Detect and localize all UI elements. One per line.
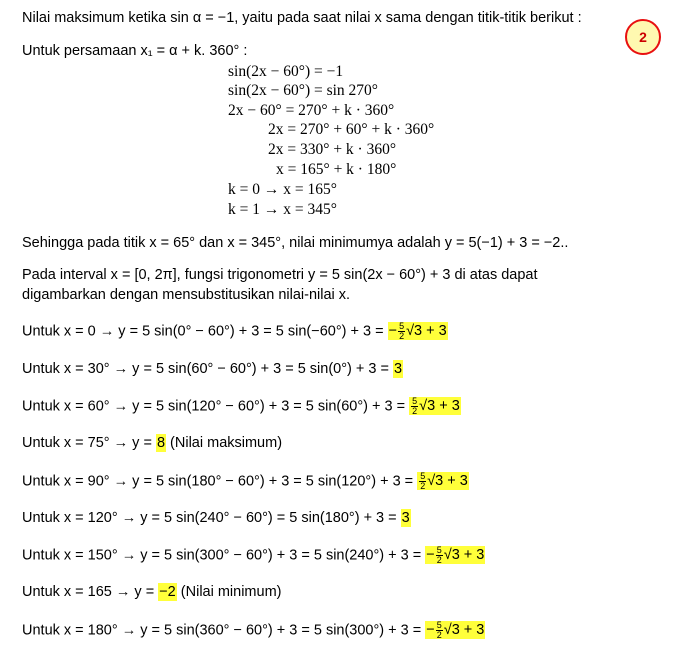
row-result: − $\frac{5}{2}$ √3 + 3 bbox=[388, 321, 447, 341]
substitution-row bbox=[22, 546, 485, 565]
step-5: 2x = 330° + k · 360° bbox=[268, 141, 397, 158]
row-result: 3 bbox=[393, 361, 403, 377]
row-expression: Untuk x = 30° → y = 5 sin(60° − 60°) + 3 = 5 sin(0°) + 3 = bbox=[22, 361, 393, 377]
equation-label: Untuk persamaan x₁ = α + k. 360° : bbox=[22, 43, 248, 59]
fraction: $\frac{5}{2}$ bbox=[436, 620, 442, 640]
substitution-row bbox=[22, 621, 485, 640]
substitution-row bbox=[22, 472, 469, 491]
row-result: −2 bbox=[159, 584, 176, 600]
step-3: 2x − 60° = 270° + k · 360° bbox=[228, 102, 395, 119]
step-8: k = 1 → x = 345° bbox=[228, 201, 337, 218]
fraction: $\frac{5}{2}$ bbox=[420, 471, 426, 491]
row-result: − $\frac{5}{2}$ √3 + 3 bbox=[426, 620, 485, 640]
row-expression: Untuk x = 180° → y = 5 sin(360° − 60°) + 3 = 5 sin(300°) + 3 = bbox=[22, 622, 426, 639]
row-result: 8 bbox=[156, 435, 166, 451]
row-result: $\frac{5}{2}$ √3 + 3 bbox=[417, 472, 469, 490]
row-expression: Untuk x = 90° → y = 5 sin(180° − 60°) + 3 = 5 sin(120°) + 3 = bbox=[22, 473, 418, 490]
step-1: sin(2x − 60°) = −1 bbox=[228, 63, 344, 80]
substitution-row bbox=[22, 361, 403, 377]
conclusion-text: Sehingga pada titik x = 65° dan x = 345°, nilai minimumya adalah y = 5(−1) + 3 = −2.. bbox=[22, 235, 569, 251]
intro-text: Nilai maksimum ketika sin α = −1, yaitu pada saat nilai x sama dengan titik-titik berikut : bbox=[22, 10, 582, 26]
row-note: (Nilai minimum) bbox=[176, 584, 282, 600]
interval-text-line1: Pada interval x = [0, 2π], fungsi trigonometri y = 5 sin(2x − 60°) + 3 di atas dapat bbox=[22, 267, 538, 283]
step-7: k = 0 → x = 165° bbox=[228, 181, 337, 198]
interval-text-line2: digambarkan dengan mensubstitusikan nilai-nilai x. bbox=[22, 287, 351, 303]
step-2: sin(2x − 60°) = sin 270° bbox=[228, 82, 379, 99]
substitution-row bbox=[22, 584, 282, 600]
fraction: $\frac{5}{2}$ bbox=[412, 396, 418, 416]
row-expression: Untuk x = 60° → y = 5 sin(120° − 60°) + 3 = 5 sin(60°) + 3 = bbox=[22, 398, 410, 415]
row-result: $\frac{5}{2}$ √3 + 3 bbox=[409, 397, 461, 415]
substitution-row bbox=[22, 435, 282, 451]
row-result: 3 bbox=[401, 510, 410, 526]
substitution-row bbox=[22, 322, 448, 341]
substitution-row bbox=[22, 397, 461, 416]
page-number-badge: 2 bbox=[625, 19, 661, 55]
row-expression: Untuk x = 0 → y = 5 sin(0° − 60°) + 3 = 5 sin(−60°) + 3 = bbox=[22, 323, 388, 340]
substitution-row bbox=[22, 510, 411, 526]
row-expression: Untuk x = 75° → y = bbox=[22, 435, 156, 451]
step-4: 2x = 270° + 60° + k · 360° bbox=[268, 121, 435, 138]
row-result: − $\frac{5}{2}$ √3 + 3 bbox=[426, 545, 485, 565]
row-expression: Untuk x = 120° → y = 5 sin(240° − 60°) = 5 sin(180°) + 3 = bbox=[22, 510, 401, 526]
fraction: $\frac{5}{2}$ bbox=[399, 321, 405, 341]
fraction: $\frac{5}{2}$ bbox=[436, 545, 442, 565]
row-note: (Nilai maksimum) bbox=[166, 435, 283, 451]
step-6: x = 165° + k · 180° bbox=[276, 161, 397, 178]
row-expression: Untuk x = 150° → y = 5 sin(300° − 60°) + 3 = 5 sin(240°) + 3 = bbox=[22, 547, 426, 564]
row-expression: Untuk x = 165 → y = bbox=[22, 584, 159, 600]
